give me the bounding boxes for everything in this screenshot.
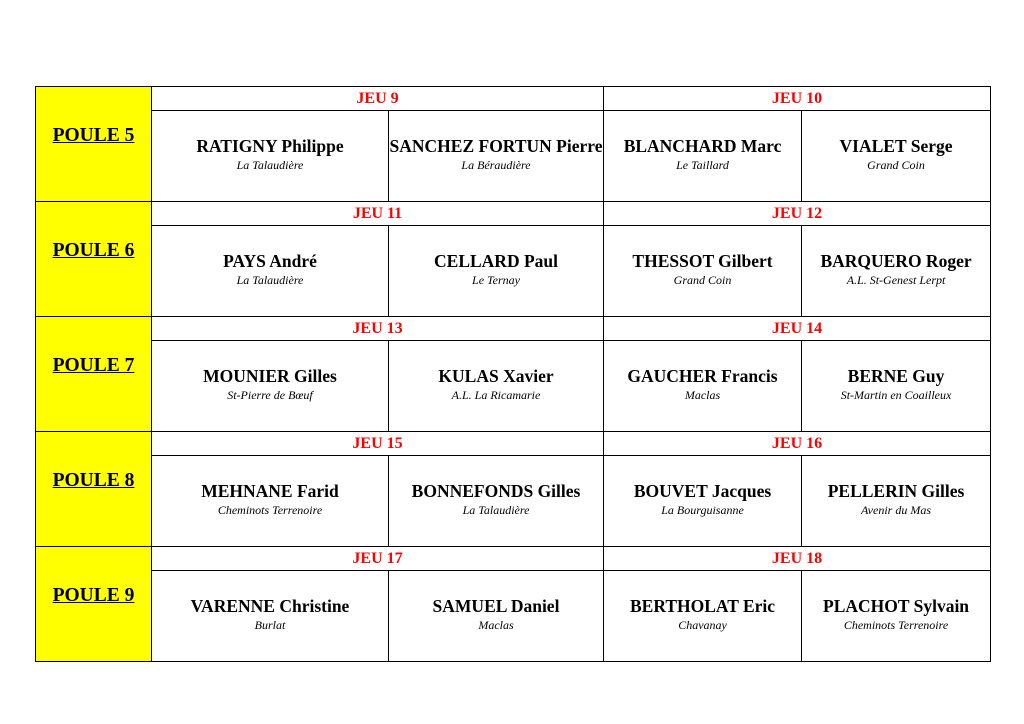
jeu-18-header: JEU 18: [604, 547, 991, 571]
player-club: Grand Coin: [867, 158, 925, 172]
player-club: Chavanay: [678, 618, 727, 632]
player-name: CELLARD Paul: [434, 251, 558, 271]
poule-5-jeu-row: [36, 87, 991, 111]
player-club: St-Pierre de Bœuf: [227, 388, 313, 402]
player-club: Avenir du Mas: [861, 503, 932, 517]
player-cell: [152, 111, 389, 202]
player-club: La Talaudière: [236, 158, 304, 172]
poule-7-jeu-row: [36, 317, 991, 341]
player-cell: [802, 571, 991, 662]
player-name: BOUVET Jacques: [633, 481, 772, 501]
player-name: THESSOT Gilbert: [632, 251, 773, 271]
player-name: SAMUEL Daniel: [432, 596, 560, 616]
player-name: VARENNE Christine: [190, 596, 350, 616]
player-club: A.L. La Ricamarie: [451, 388, 541, 402]
player-name: MOUNIER Gilles: [203, 366, 337, 386]
player-club: Burlat: [254, 618, 286, 632]
player-name: MEHNANE Farid: [201, 481, 339, 501]
player-club: La Talaudière: [462, 503, 530, 517]
poule-8-label: POULE 8: [36, 432, 152, 547]
poule-9-jeu-row: [36, 547, 991, 571]
jeu-14-header: JEU 14: [604, 317, 991, 341]
player-name: BLANCHARD Marc: [623, 136, 782, 156]
player-name: KULAS Xavier: [438, 366, 554, 386]
player-name: BERNE Guy: [847, 366, 945, 386]
player-cell: [802, 341, 991, 432]
player-club: Le Taillard: [676, 158, 729, 172]
player-cell: [389, 341, 604, 432]
player-club: Cheminots Terrenoire: [217, 503, 323, 517]
poule-7-player-row: [36, 341, 991, 432]
player-cell: [604, 226, 802, 317]
jeu-16-header: JEU 16: [604, 432, 991, 456]
player-club: La Bourguisanne: [661, 503, 744, 517]
player-club: A.L. St-Genest Lerpt: [846, 273, 946, 287]
player-cell: [604, 111, 802, 202]
poule-5-label: POULE 5: [36, 87, 152, 202]
poule-draw-table: [35, 86, 991, 662]
player-cell: [152, 341, 389, 432]
player-name: BONNEFONDS Gilles: [411, 481, 581, 501]
poule-9-player-row: [36, 571, 991, 662]
player-cell: [389, 111, 604, 202]
poule-8-jeu-row: [36, 432, 991, 456]
player-club: La Béraudière: [461, 158, 531, 172]
player-cell: [604, 456, 802, 547]
player-cell: [152, 456, 389, 547]
player-cell: [604, 571, 802, 662]
player-name: BARQUERO Roger: [820, 251, 972, 271]
player-name: VIALET Serge: [839, 136, 953, 156]
player-cell: [802, 226, 991, 317]
poule-6-player-row: [36, 226, 991, 317]
player-cell: [802, 111, 991, 202]
player-club: Maclas: [684, 388, 721, 402]
poule-8-player-row: [36, 456, 991, 547]
player-club: Le Ternay: [472, 273, 520, 287]
player-cell: [389, 226, 604, 317]
jeu-15-header: JEU 15: [152, 432, 604, 456]
player-name: PAYS André: [223, 251, 317, 271]
player-club: St-Martin en Coailleux: [840, 388, 952, 402]
player-name: PELLERIN Gilles: [827, 481, 965, 501]
poule-9-label: POULE 9: [36, 547, 152, 662]
jeu-10-header: JEU 10: [604, 87, 991, 111]
player-name: SANCHEZ FORTUN Pierre: [389, 136, 603, 156]
poule-5-player-row: [36, 111, 991, 202]
player-name: BERTHOLAT Eric: [629, 596, 776, 616]
player-cell: [604, 341, 802, 432]
player-club: Cheminots Terrenoire: [843, 618, 949, 632]
player-cell: [389, 456, 604, 547]
player-cell: [152, 226, 389, 317]
jeu-12-header: JEU 12: [604, 202, 991, 226]
jeu-11-header: JEU 11: [152, 202, 604, 226]
jeu-13-header: JEU 13: [152, 317, 604, 341]
player-cell: [152, 571, 389, 662]
player-club: Grand Coin: [673, 273, 732, 287]
player-club: Maclas: [478, 618, 514, 632]
player-cell: [389, 571, 604, 662]
jeu-17-header: JEU 17: [152, 547, 604, 571]
player-name: RATIGNY Philippe: [196, 136, 344, 156]
player-club: La Talaudière: [236, 273, 304, 287]
player-name: PLACHOT Sylvain: [823, 596, 970, 616]
player-cell: [802, 456, 991, 547]
jeu-9-header: JEU 9: [152, 87, 604, 111]
poule-6-jeu-row: [36, 202, 991, 226]
player-name: GAUCHER Francis: [627, 366, 778, 386]
poule-6-label: POULE 6: [36, 202, 152, 317]
poule-7-label: POULE 7: [36, 317, 152, 432]
